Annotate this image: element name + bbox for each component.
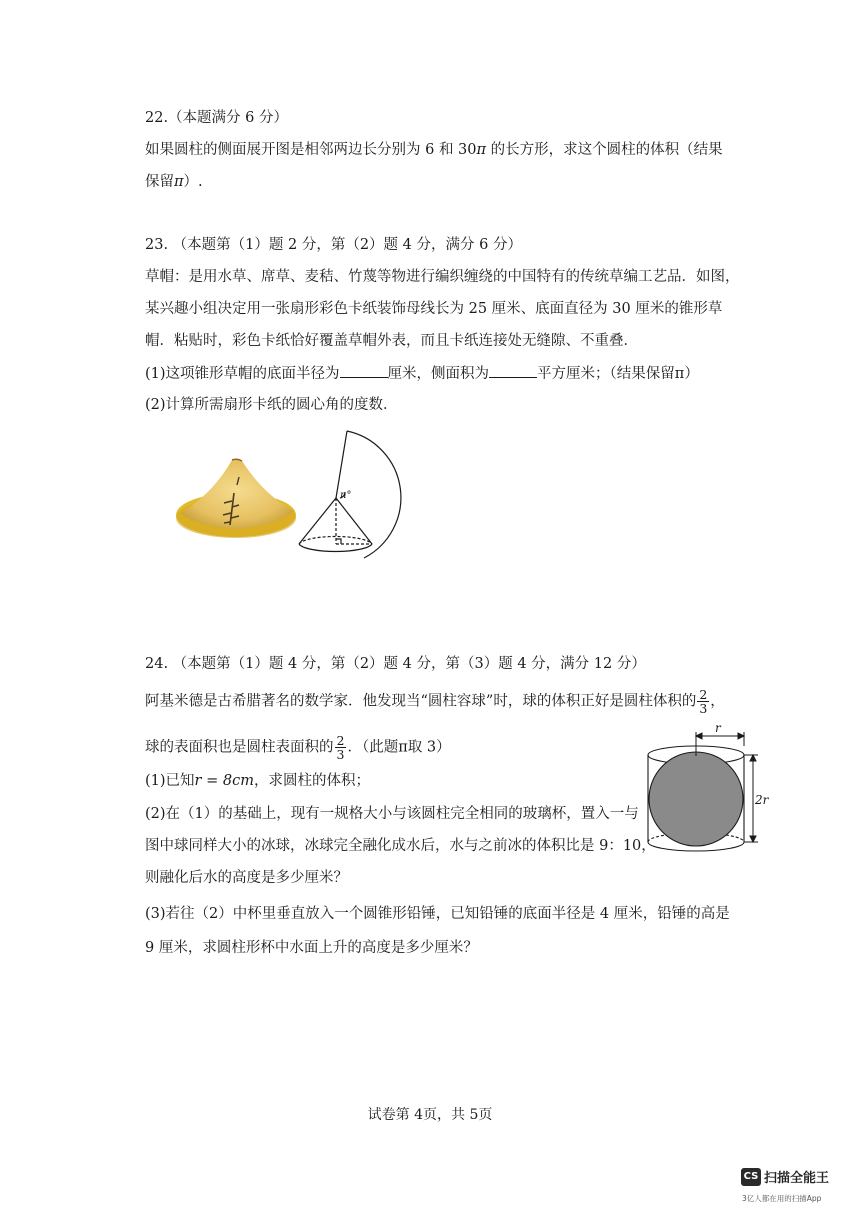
q24-intro-text: 球的表面积也是圆柱表面积的 — [145, 739, 334, 756]
q24-intro-text: 阿基米德是古希腊著名的数学家．他发现当“圆柱容球”时，球的体积正好是圆柱体积的 — [145, 693, 697, 710]
q23-header: 23. （本题第（1）题 2 分，第（2）题 4 分，满分 6 分） — [145, 237, 522, 253]
q24-p1-text: ，求圆柱的体积； — [253, 773, 370, 789]
scanner-app-name: 扫描全能王 — [764, 1171, 830, 1186]
q23-intro-2: 某兴趣小组决定用一张扇形彩色卡纸装饰母线长为 25 厘米、底面直径为 30 厘米的锥形草 — [145, 301, 723, 317]
sector-arc — [347, 431, 401, 558]
sector-edge — [336, 431, 347, 498]
q24-part1 — [145, 771, 370, 791]
sphere — [649, 752, 743, 846]
q22-body-line1 — [145, 140, 723, 160]
q24-part3-line2: 9 厘米，求圆柱形杯中水面上升的高度是多少厘米？ — [145, 940, 478, 956]
q23-p1-text: 平方厘米；（结果保留π） — [537, 366, 699, 382]
scanner-tagline: 3亿人都在用的扫描App — [742, 1194, 822, 1203]
q23-p1-text: 厘米，侧面积为 — [387, 366, 490, 382]
cone-base-front — [299, 544, 372, 552]
frac-denominator: 3 — [699, 701, 708, 716]
fraction-two-thirds — [697, 688, 709, 715]
q22-header: 22.（本题满分 6 分） — [145, 110, 289, 126]
cone-sector-diagram — [290, 428, 420, 563]
scanner-logo — [741, 1166, 829, 1186]
q24-part2-line1: (2)在（1）的基础上，现有一规格大小与该圆柱完全相同的玻璃杯，置入一与 — [145, 806, 639, 822]
q24-part2-line3: 则融化后水的高度是多少厘米？ — [145, 870, 348, 886]
q24-intro-2 — [145, 734, 451, 761]
q22-text-end: ）. — [183, 174, 203, 190]
q22-body-line2 — [145, 172, 203, 192]
pi-symbol: π — [476, 142, 487, 158]
q22-text-cont: 的长方形，求这个圆柱的体积（结果 — [486, 142, 723, 158]
q24-header: 24. （本题第（1）题 4 分，第（2）题 4 分，第（3）题 4 分，满分 12 分） — [145, 656, 646, 672]
answer-blank[interactable] — [489, 363, 537, 378]
q23-intro-3: 帽．粘贴时，彩色卡纸恰好覆盖草帽外表，而且卡纸连接处无缝隙、不重叠． — [145, 333, 638, 349]
angle-label: n° — [340, 490, 352, 501]
frac-denominator: 3 — [336, 747, 345, 762]
q24-p1-text: (1)已知 — [145, 773, 195, 789]
fraction-two-thirds — [335, 734, 347, 761]
q24-p1-math: r = 8cm — [194, 773, 254, 789]
q24-part2-line2: 图中球同样大小的冰球，冰球完全融化成水后，水与之前冰的体积比是 9：10， — [145, 838, 656, 854]
diameter-label: 2r — [755, 793, 769, 807]
frac-numerator: 2 — [336, 733, 345, 748]
q22-text: 保留 — [145, 174, 174, 190]
cs-logo-icon: CS — [741, 1168, 761, 1186]
radius-label: r — [715, 722, 721, 735]
q24-part3-line1: (3)若往（2）中杯里垂直放入一个圆锥形铅锤，已知铅锤的底面半径是 4 厘米，铅锤的高是 — [145, 906, 730, 922]
page-footer: 试卷第 4页，共 5页 — [367, 1107, 493, 1123]
q22-text: 如果圆柱的侧面展开图是相邻两边长分别为 6 和 30 — [145, 142, 477, 158]
q24-intro-punct: ， — [710, 693, 725, 710]
q24-intro-1 — [145, 688, 725, 715]
q23-intro-1: 草帽：是用水草、席草、麦秸、竹蔑等物进行编织缠绕的中国特有的传统草编工艺品．如图， — [145, 269, 740, 285]
q23-part2: (2)计算所需扇形卡纸的圆心角的度数． — [145, 397, 398, 413]
q23-part1 — [145, 363, 699, 384]
answer-blank[interactable] — [340, 363, 388, 378]
straw-hat-illustration — [172, 455, 302, 550]
cylinder-sphere-diagram — [640, 722, 770, 862]
pi-symbol: π — [174, 174, 184, 190]
q24-intro-text-end: ．（此题π取 3） — [347, 739, 451, 756]
frac-numerator: 2 — [699, 687, 708, 702]
q23-p1-text: (1)这项锥形草帽的底面半径为 — [145, 366, 340, 382]
